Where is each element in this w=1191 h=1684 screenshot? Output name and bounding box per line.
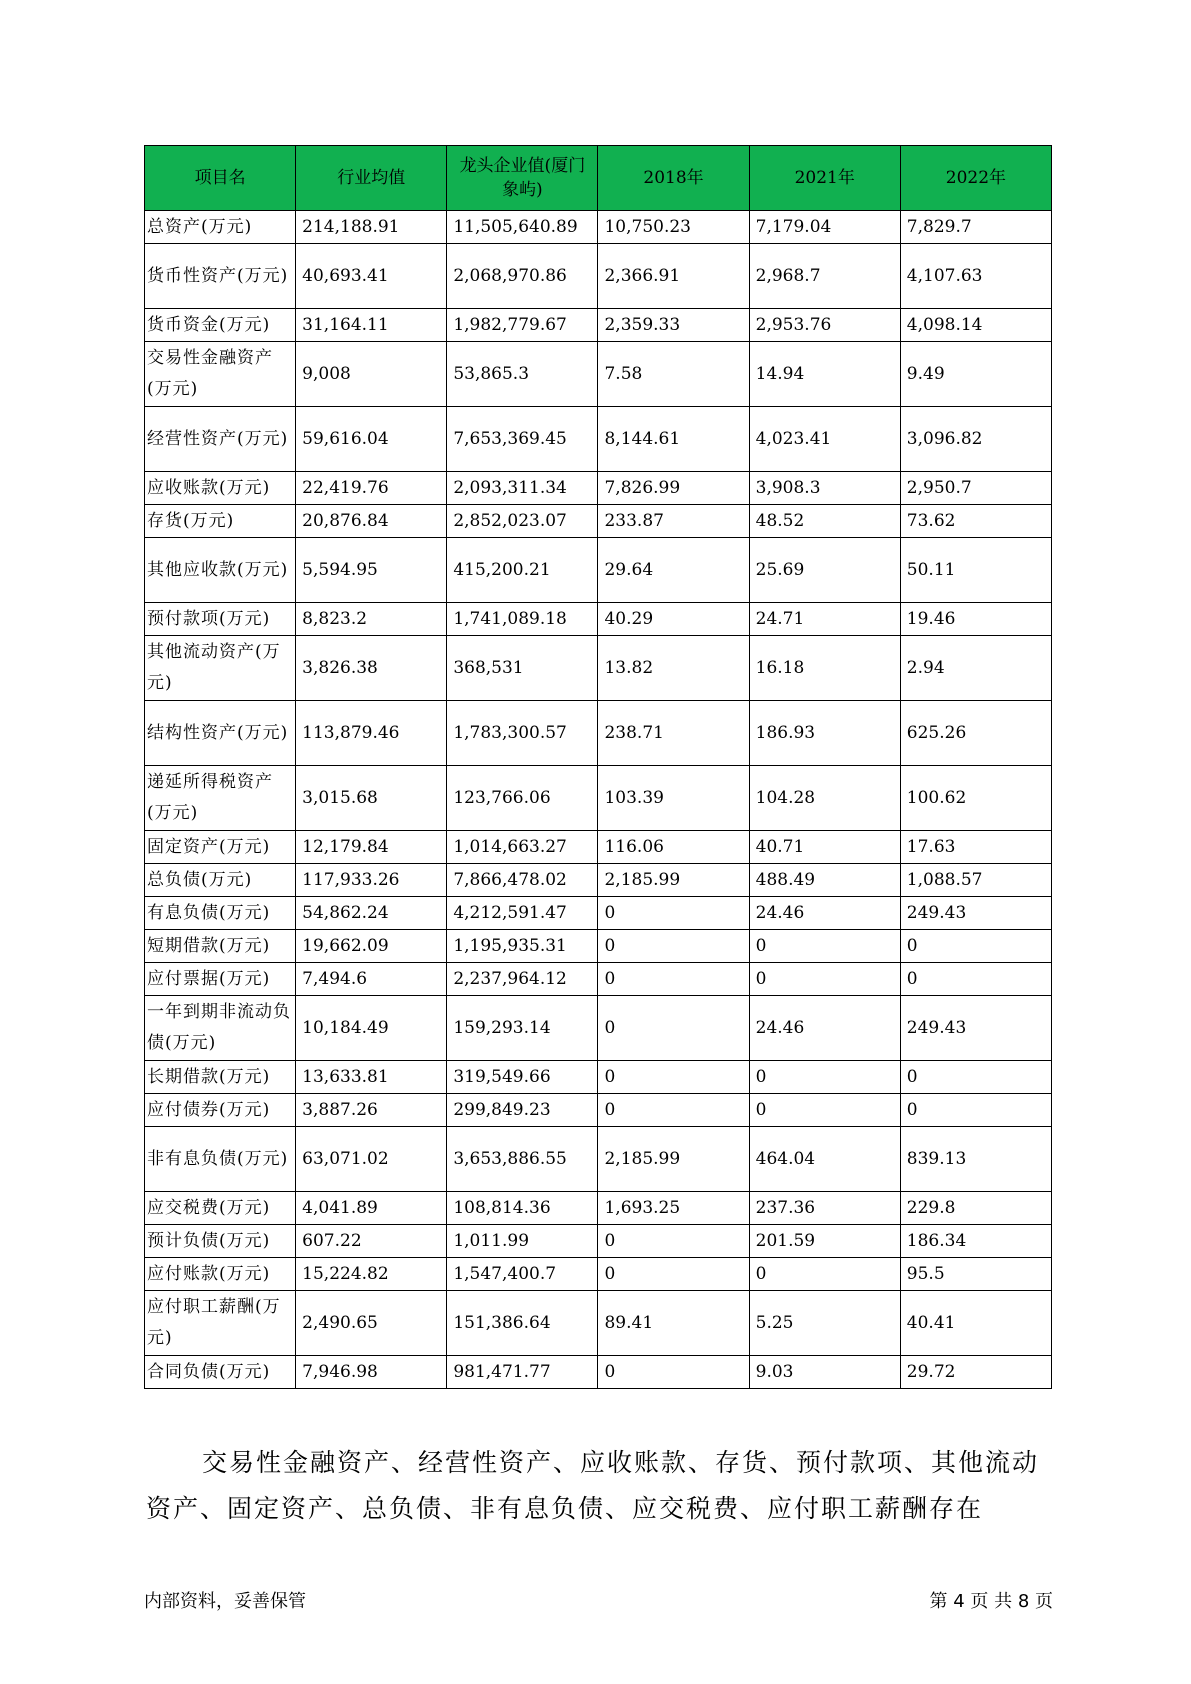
value-cell: 3,653,886.55 xyxy=(447,1127,598,1192)
value-cell: 2,953.76 xyxy=(749,309,900,342)
table-row xyxy=(145,766,1052,831)
value-cell: 22,419.76 xyxy=(296,472,447,505)
value-cell: 25.69 xyxy=(749,538,900,603)
row-label-cell: 应交税费(万元) xyxy=(145,1192,296,1225)
value-cell: 1,547,400.7 xyxy=(447,1258,598,1291)
value-cell: 108,814.36 xyxy=(447,1192,598,1225)
table-row xyxy=(145,1225,1052,1258)
value-cell: 1,741,089.18 xyxy=(447,603,598,636)
row-label-cell: 预计负债(万元) xyxy=(145,1225,296,1258)
table-row xyxy=(145,1356,1052,1389)
row-label-cell: 合同负债(万元) xyxy=(145,1356,296,1389)
value-cell: 3,015.68 xyxy=(296,766,447,831)
table-row xyxy=(145,603,1052,636)
financial-data-table xyxy=(144,145,1052,1389)
value-cell: 151,386.64 xyxy=(447,1291,598,1356)
value-cell: 237.36 xyxy=(749,1192,900,1225)
value-cell: 319,549.66 xyxy=(447,1061,598,1094)
value-cell: 0 xyxy=(749,930,900,963)
table-body xyxy=(145,211,1052,1389)
value-cell: 0 xyxy=(598,1356,749,1389)
table-row xyxy=(145,1291,1052,1356)
row-label-cell: 有息负债(万元) xyxy=(145,897,296,930)
row-label-cell: 应付职工薪酬(万元) xyxy=(145,1291,296,1356)
value-cell: 0 xyxy=(749,1094,900,1127)
value-cell: 9,008 xyxy=(296,342,447,407)
header-cell: 2022年 xyxy=(900,146,1051,211)
table-row xyxy=(145,309,1052,342)
value-cell: 104.28 xyxy=(749,766,900,831)
value-cell: 116.06 xyxy=(598,831,749,864)
footer-confidential-note: 内部资料，妥善保管 xyxy=(144,1591,306,1612)
row-label-cell: 总资产(万元) xyxy=(145,211,296,244)
value-cell: 9.49 xyxy=(900,342,1051,407)
value-cell: 89.41 xyxy=(598,1291,749,1356)
row-label-cell: 其他应收款(万元) xyxy=(145,538,296,603)
row-label-cell: 经营性资产(万元) xyxy=(145,407,296,472)
value-cell: 4,107.63 xyxy=(900,244,1051,309)
value-cell: 2,852,023.07 xyxy=(447,505,598,538)
value-cell: 2,237,964.12 xyxy=(447,963,598,996)
value-cell: 0 xyxy=(598,996,749,1061)
value-cell: 233.87 xyxy=(598,505,749,538)
value-cell: 40.41 xyxy=(900,1291,1051,1356)
value-cell: 8,823.2 xyxy=(296,603,447,636)
value-cell: 981,471.77 xyxy=(447,1356,598,1389)
value-cell: 59,616.04 xyxy=(296,407,447,472)
value-cell: 1,693.25 xyxy=(598,1192,749,1225)
value-cell: 7,494.6 xyxy=(296,963,447,996)
table-row xyxy=(145,930,1052,963)
value-cell: 40.29 xyxy=(598,603,749,636)
value-cell: 0 xyxy=(900,963,1051,996)
value-cell: 2,366.91 xyxy=(598,244,749,309)
value-cell: 73.62 xyxy=(900,505,1051,538)
footer-page-number: 第 4 页 共 8 页 xyxy=(929,1591,1053,1612)
table-row xyxy=(145,636,1052,701)
row-label-cell: 短期借款(万元) xyxy=(145,930,296,963)
value-cell: 839.13 xyxy=(900,1127,1051,1192)
value-cell: 2,185.99 xyxy=(598,1127,749,1192)
value-cell: 7,829.7 xyxy=(900,211,1051,244)
value-cell: 17.63 xyxy=(900,831,1051,864)
value-cell: 0 xyxy=(749,1061,900,1094)
value-cell: 24.46 xyxy=(749,996,900,1061)
value-cell: 238.71 xyxy=(598,701,749,766)
header-cell: 项目名 xyxy=(145,146,296,211)
value-cell: 464.04 xyxy=(749,1127,900,1192)
value-cell: 113,879.46 xyxy=(296,701,447,766)
value-cell: 1,195,935.31 xyxy=(447,930,598,963)
value-cell: 0 xyxy=(900,1094,1051,1127)
table-row xyxy=(145,701,1052,766)
value-cell: 607.22 xyxy=(296,1225,447,1258)
table-row xyxy=(145,472,1052,505)
value-cell: 186.93 xyxy=(749,701,900,766)
value-cell: 2,185.99 xyxy=(598,864,749,897)
value-cell: 299,849.23 xyxy=(447,1094,598,1127)
row-label-cell: 货币性资产(万元) xyxy=(145,244,296,309)
value-cell: 1,088.57 xyxy=(900,864,1051,897)
table-row xyxy=(145,538,1052,603)
value-cell: 11,505,640.89 xyxy=(447,211,598,244)
row-label-cell: 应付账款(万元) xyxy=(145,1258,296,1291)
row-label-cell: 长期借款(万元) xyxy=(145,1061,296,1094)
value-cell: 0 xyxy=(598,897,749,930)
value-cell: 0 xyxy=(900,1061,1051,1094)
value-cell: 0 xyxy=(598,1258,749,1291)
row-label-cell: 应付票据(万元) xyxy=(145,963,296,996)
value-cell: 10,750.23 xyxy=(598,211,749,244)
value-cell: 1,011.99 xyxy=(447,1225,598,1258)
value-cell: 54,862.24 xyxy=(296,897,447,930)
table-row xyxy=(145,831,1052,864)
header-cell: 2021年 xyxy=(749,146,900,211)
row-label-cell: 其他流动资产(万元) xyxy=(145,636,296,701)
value-cell: 48.52 xyxy=(749,505,900,538)
row-label-cell: 一年到期非流动负债(万元) xyxy=(145,996,296,1061)
value-cell: 7,653,369.45 xyxy=(447,407,598,472)
row-label-cell: 存货(万元) xyxy=(145,505,296,538)
value-cell: 50.11 xyxy=(900,538,1051,603)
table-row xyxy=(145,897,1052,930)
table-row xyxy=(145,244,1052,309)
value-cell: 3,096.82 xyxy=(900,407,1051,472)
value-cell: 40,693.41 xyxy=(296,244,447,309)
value-cell: 103.39 xyxy=(598,766,749,831)
value-cell: 29.72 xyxy=(900,1356,1051,1389)
value-cell: 0 xyxy=(598,1061,749,1094)
value-cell: 0 xyxy=(900,930,1051,963)
value-cell: 40.71 xyxy=(749,831,900,864)
value-cell: 1,783,300.57 xyxy=(447,701,598,766)
value-cell: 63,071.02 xyxy=(296,1127,447,1192)
value-cell: 201.59 xyxy=(749,1225,900,1258)
table-header-row xyxy=(145,146,1052,211)
header-cell: 行业均值 xyxy=(296,146,447,211)
value-cell: 488.49 xyxy=(749,864,900,897)
table-row xyxy=(145,1258,1052,1291)
value-cell: 7.58 xyxy=(598,342,749,407)
value-cell: 13.82 xyxy=(598,636,749,701)
value-cell: 5,594.95 xyxy=(296,538,447,603)
value-cell: 13,633.81 xyxy=(296,1061,447,1094)
value-cell: 53,865.3 xyxy=(447,342,598,407)
value-cell: 3,908.3 xyxy=(749,472,900,505)
value-cell: 368,531 xyxy=(447,636,598,701)
value-cell: 9.03 xyxy=(749,1356,900,1389)
value-cell: 24.71 xyxy=(749,603,900,636)
value-cell: 7,179.04 xyxy=(749,211,900,244)
value-cell: 7,826.99 xyxy=(598,472,749,505)
value-cell: 12,179.84 xyxy=(296,831,447,864)
row-label-cell: 递延所得税资产(万元) xyxy=(145,766,296,831)
value-cell: 19.46 xyxy=(900,603,1051,636)
value-cell: 8,144.61 xyxy=(598,407,749,472)
row-label-cell: 非有息负债(万元) xyxy=(145,1127,296,1192)
value-cell: 2,068,970.86 xyxy=(447,244,598,309)
value-cell: 95.5 xyxy=(900,1258,1051,1291)
value-cell: 4,041.89 xyxy=(296,1192,447,1225)
value-cell: 5.25 xyxy=(749,1291,900,1356)
value-cell: 31,164.11 xyxy=(296,309,447,342)
value-cell: 14.94 xyxy=(749,342,900,407)
table-row xyxy=(145,342,1052,407)
value-cell: 415,200.21 xyxy=(447,538,598,603)
value-cell: 123,766.06 xyxy=(447,766,598,831)
value-cell: 19,662.09 xyxy=(296,930,447,963)
value-cell: 2,968.7 xyxy=(749,244,900,309)
value-cell: 159,293.14 xyxy=(447,996,598,1061)
value-cell: 0 xyxy=(598,930,749,963)
value-cell: 7,866,478.02 xyxy=(447,864,598,897)
table-row xyxy=(145,1192,1052,1225)
value-cell: 2.94 xyxy=(900,636,1051,701)
value-cell: 4,212,591.47 xyxy=(447,897,598,930)
value-cell: 4,023.41 xyxy=(749,407,900,472)
row-label-cell: 货币资金(万元) xyxy=(145,309,296,342)
row-label-cell: 固定资产(万元) xyxy=(145,831,296,864)
value-cell: 20,876.84 xyxy=(296,505,447,538)
table-row xyxy=(145,1094,1052,1127)
body-paragraph: 交易性金融资产、经营性资产、应收账款、存货、预付款项、其他流动资产、固定资产、总负债、非有息负债、应交税费、应付职工薪酬存在 xyxy=(146,1448,1040,1523)
row-label-cell: 应收账款(万元) xyxy=(145,472,296,505)
value-cell: 214,188.91 xyxy=(296,211,447,244)
value-cell: 16.18 xyxy=(749,636,900,701)
value-cell: 2,359.33 xyxy=(598,309,749,342)
value-cell: 186.34 xyxy=(900,1225,1051,1258)
value-cell: 15,224.82 xyxy=(296,1258,447,1291)
value-cell: 3,887.26 xyxy=(296,1094,447,1127)
value-cell: 117,933.26 xyxy=(296,864,447,897)
value-cell: 2,490.65 xyxy=(296,1291,447,1356)
row-label-cell: 应付债券(万元) xyxy=(145,1094,296,1127)
value-cell: 0 xyxy=(749,963,900,996)
table-row xyxy=(145,864,1052,897)
value-cell: 7,946.98 xyxy=(296,1356,447,1389)
value-cell: 4,098.14 xyxy=(900,309,1051,342)
value-cell: 2,093,311.34 xyxy=(447,472,598,505)
value-cell: 10,184.49 xyxy=(296,996,447,1061)
value-cell: 0 xyxy=(749,1258,900,1291)
value-cell: 3,826.38 xyxy=(296,636,447,701)
value-cell: 229.8 xyxy=(900,1192,1051,1225)
row-label-cell: 结构性资产(万元) xyxy=(145,701,296,766)
value-cell: 1,014,663.27 xyxy=(447,831,598,864)
value-cell: 0 xyxy=(598,963,749,996)
value-cell: 625.26 xyxy=(900,701,1051,766)
table-row xyxy=(145,1127,1052,1192)
value-cell: 1,982,779.67 xyxy=(447,309,598,342)
table-row xyxy=(145,211,1052,244)
value-cell: 0 xyxy=(598,1094,749,1127)
value-cell: 24.46 xyxy=(749,897,900,930)
value-cell: 29.64 xyxy=(598,538,749,603)
table-row xyxy=(145,963,1052,996)
header-cell: 2018年 xyxy=(598,146,749,211)
value-cell: 2,950.7 xyxy=(900,472,1051,505)
table-row xyxy=(145,996,1052,1061)
row-label-cell: 交易性金融资产(万元) xyxy=(145,342,296,407)
value-cell: 0 xyxy=(598,1225,749,1258)
value-cell: 100.62 xyxy=(900,766,1051,831)
row-label-cell: 预付款项(万元) xyxy=(145,603,296,636)
table-row xyxy=(145,1061,1052,1094)
row-label-cell: 总负债(万元) xyxy=(145,864,296,897)
table-row xyxy=(145,407,1052,472)
value-cell: 249.43 xyxy=(900,996,1051,1061)
table-row xyxy=(145,505,1052,538)
header-cell: 龙头企业值(厦门象屿) xyxy=(447,146,598,211)
value-cell: 249.43 xyxy=(900,897,1051,930)
